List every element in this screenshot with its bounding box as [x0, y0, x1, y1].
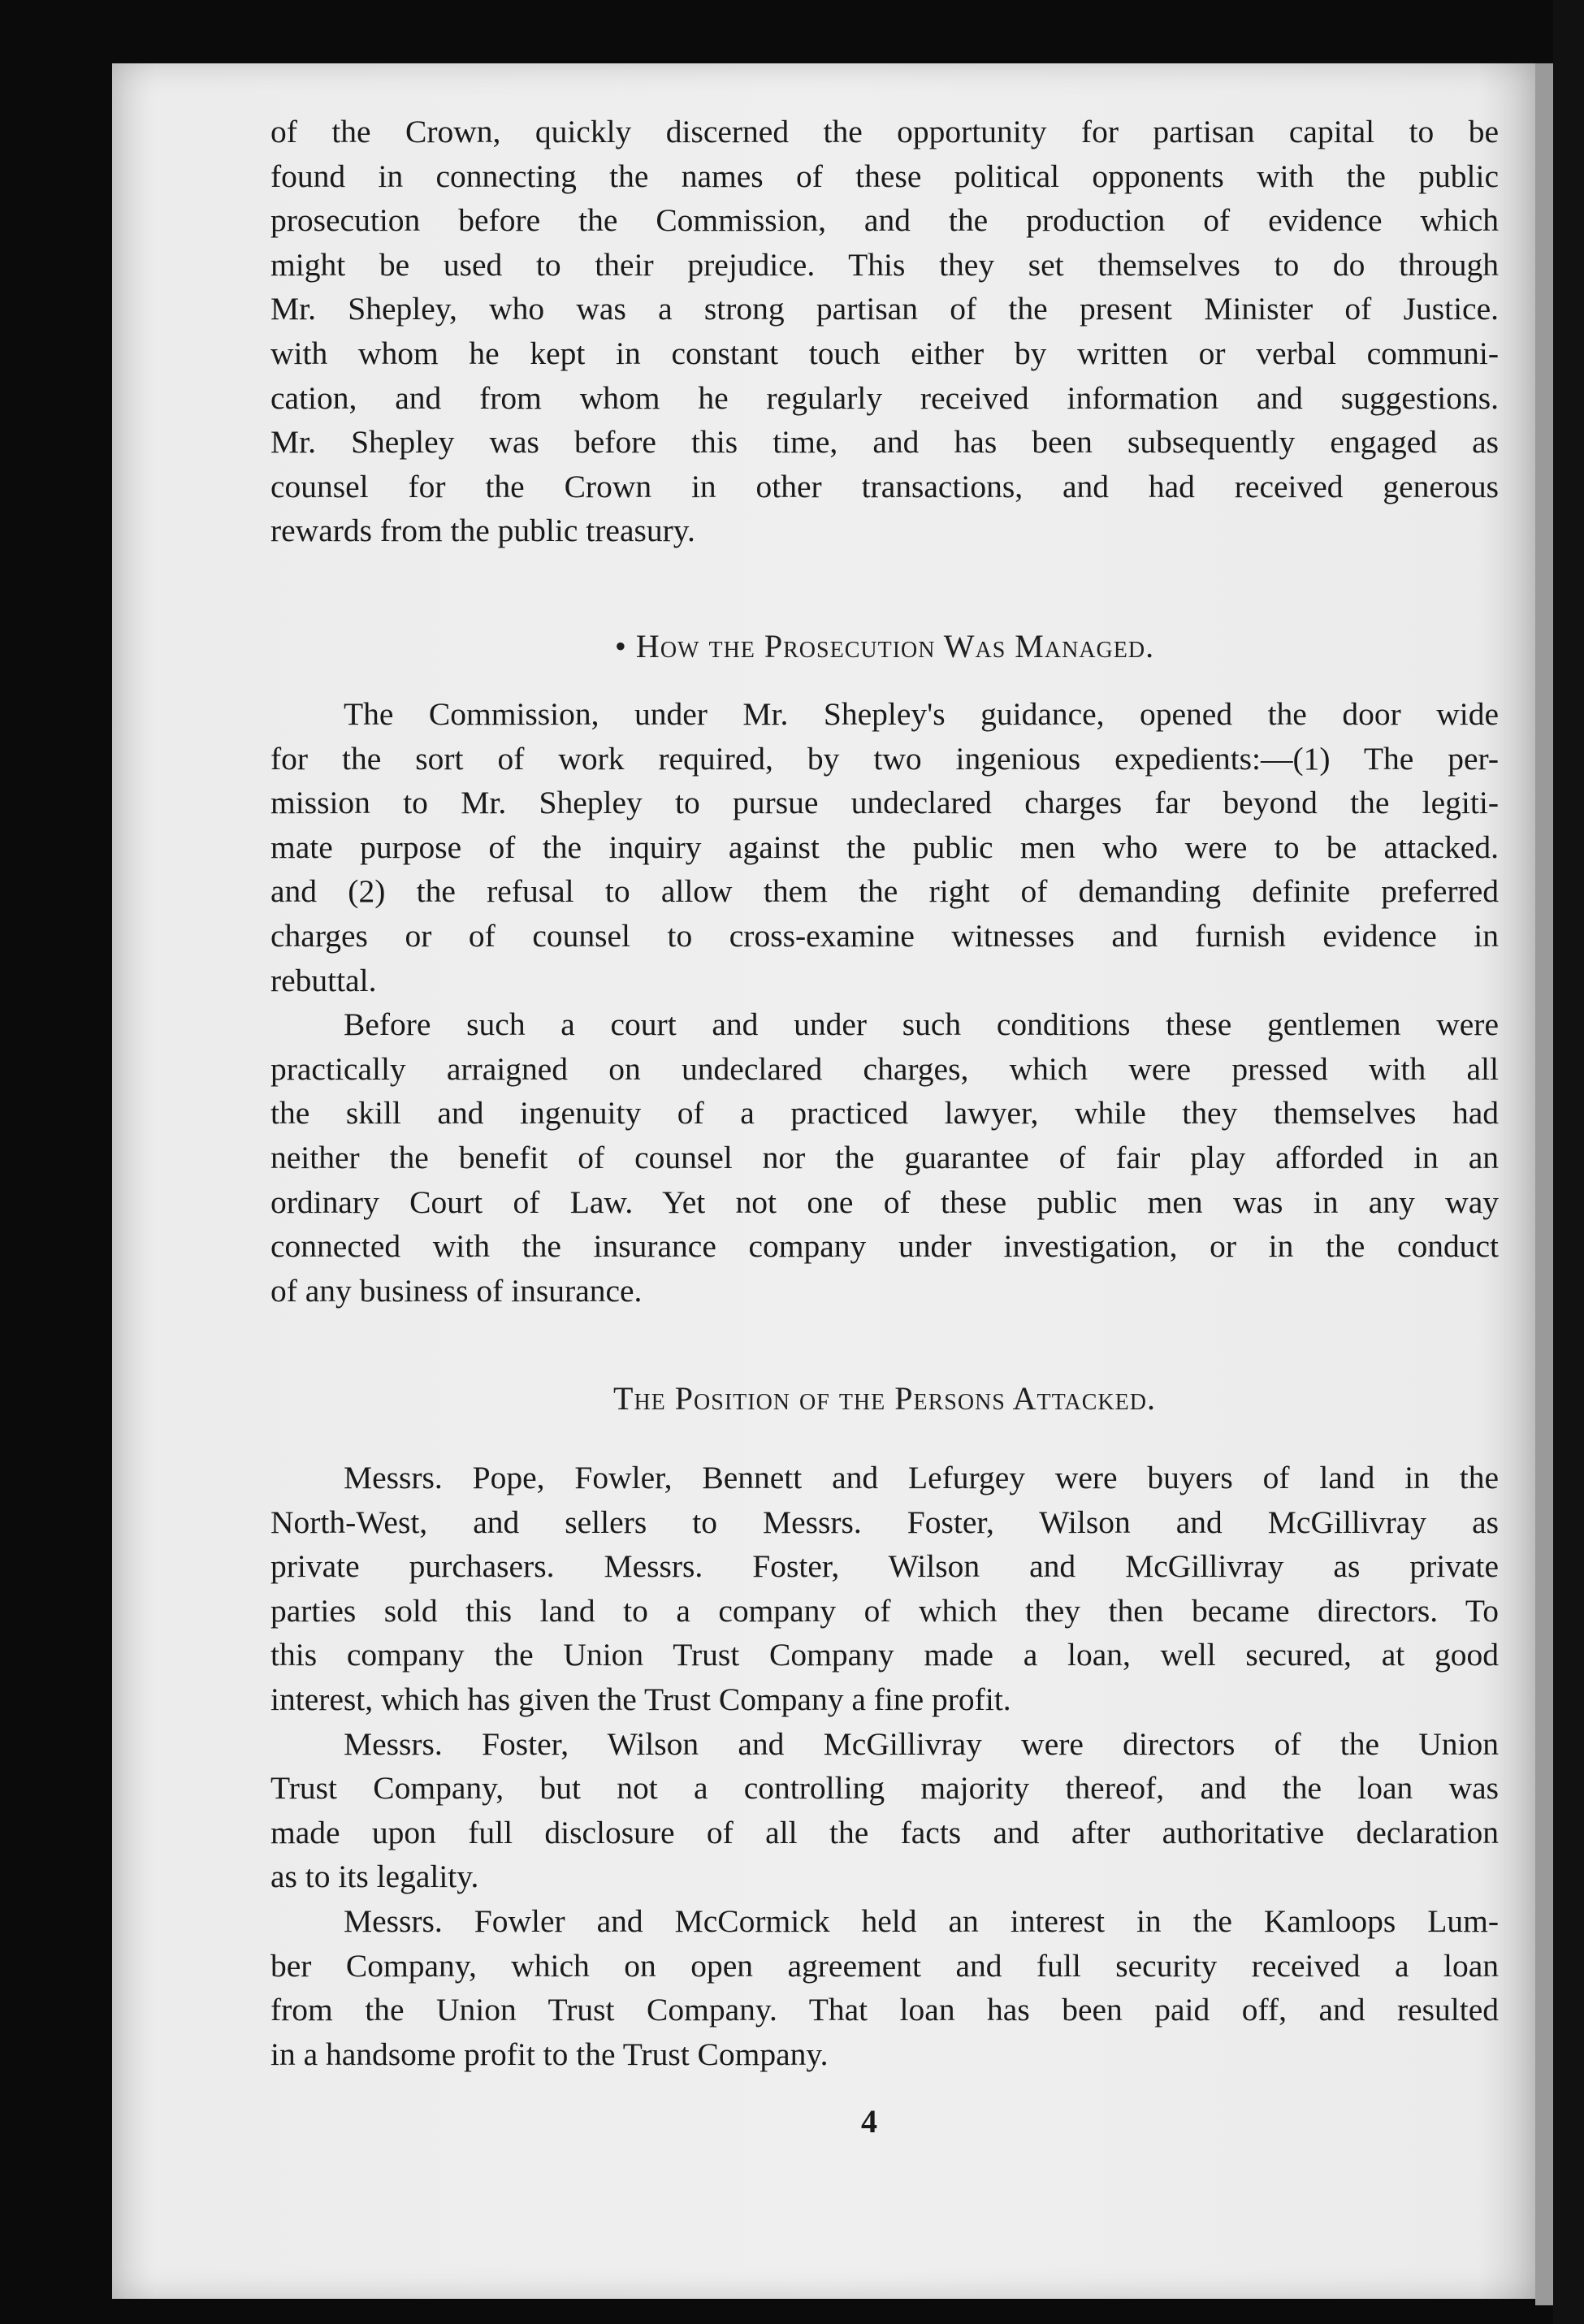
- paragraph-4-5-6: [270, 1456, 1499, 2076]
- paragraph-line: mate purpose of the inquiry against the public men who were to be attacked.: [270, 829, 1499, 865]
- paragraph-line: and (2) the refusal to allow them the right of demanding definite preferred: [270, 873, 1499, 910]
- paragraph-line: for the sort of work required, by two ingenious expedients:—(1) The per-: [270, 740, 1499, 777]
- paragraph-line: practically arraigned on undeclared charges, which were pressed with all: [270, 1050, 1499, 1087]
- paragraph-line: Messrs. Pope, Fowler, Bennett and Lefurgey were buyers of land in the: [344, 1460, 1499, 1495]
- paragraph-line: rebuttal.: [270, 962, 377, 998]
- paragraph-line: of the Crown, quickly discerned the opportunity for partisan capital to be: [270, 114, 1499, 149]
- page-edge-shadow: [1535, 63, 1553, 2305]
- paragraph-line: made upon full disclosure of all the facts and after authoritative declaration: [270, 1814, 1499, 1850]
- paragraph-line: in a handsome profit to the Trust Company.: [270, 2036, 829, 2072]
- page-number: 4: [861, 2103, 877, 2140]
- paragraph-line: neither the benefit of counsel nor the guarantee of fair play afforded in an: [270, 1139, 1499, 1175]
- paragraph-line: North-West, and sellers to Messrs. Foster, Wilson and McGillivray as: [270, 1504, 1499, 1540]
- paragraph-line: connected with the insurance company under investigation, or in the conduct: [270, 1228, 1499, 1265]
- paragraph-line: Messrs. Foster, Wilson and McGillivray were directors of the Union: [344, 1725, 1499, 1762]
- paragraph-line: mission to Mr. Shepley to pursue undeclared charges far beyond the legiti-: [270, 785, 1499, 821]
- paragraph-1: [270, 110, 1499, 553]
- paragraph-line: the skill and ingenuity of a practiced lawyer, while they themselves had: [270, 1095, 1499, 1132]
- paragraph-line: from the Union Trust Company. That loan has been paid off, and resulted: [270, 1992, 1499, 2028]
- paragraph-line: as to its legality.: [270, 1859, 479, 1895]
- paragraph-line: Messrs. Fowler and McCormick held an interest in the Kamloops Lum-: [344, 1902, 1499, 1939]
- paragraph-line: this company the Union Trust Company made a loan, well secured, at good: [270, 1637, 1499, 1673]
- section-heading-prosecution: • How the Prosecution Was Managed.: [614, 628, 1155, 664]
- paragraph-line: with whom he kept in constant touch either by written or verbal communi-: [270, 335, 1499, 371]
- paragraph-line: prosecution before the Commission, and the production of evidence which: [270, 202, 1499, 239]
- paragraph-line: Mr. Shepley was before this time, and has been subsequently engaged as: [270, 424, 1499, 461]
- paragraph-line: Before such a court and under such conditions these gentlemen were: [344, 1006, 1499, 1043]
- paragraph-line: private purchasers. Messrs. Foster, Wilson and McGillivray as private: [270, 1548, 1499, 1585]
- paragraph-line: ordinary Court of Law. Yet not one of these public men was in any way: [270, 1184, 1499, 1220]
- paragraph-line: charges or of counsel to cross-examine witnesses and furnish evidence in: [270, 917, 1499, 954]
- paragraph-line: cation, and from whom he regularly received information and suggestions.: [270, 379, 1499, 416]
- paragraph-line: of any business of insurance.: [270, 1272, 643, 1309]
- paragraph-line: counsel for the Crown in other transactions, and had received generous: [270, 468, 1499, 504]
- paragraph-line: ber Company, which on open agreement and full security received a loan: [270, 1947, 1499, 1984]
- paragraph-line: interest, which has given the Trust Company a fine profit.: [270, 1681, 1011, 1717]
- paragraph-line: found in connecting the names of these political opponents with the public: [270, 158, 1499, 194]
- paragraph-line: The Commission, under Mr. Shepley's guidance, opened the door wide: [344, 696, 1499, 732]
- scan-border-right: [1553, 0, 1584, 2324]
- paragraph-line: parties sold this land to a company of which they then became directors. To: [270, 1592, 1499, 1629]
- paragraph-line: rewards from the public treasury.: [270, 513, 695, 549]
- section-heading-persons-attacked: The Position of the Persons Attacked.: [613, 1380, 1156, 1417]
- paragraph-line: Trust Company, but not a controlling majority thereof, and the loan was: [270, 1770, 1499, 1807]
- paragraph-line: Mr. Shepley, who was a strong partisan of the present Minister of Justice.: [270, 291, 1499, 327]
- paragraph-line: might be used to their prejudice. This they set themselves to do through: [270, 246, 1499, 283]
- paragraph-2-3: [270, 692, 1499, 1313]
